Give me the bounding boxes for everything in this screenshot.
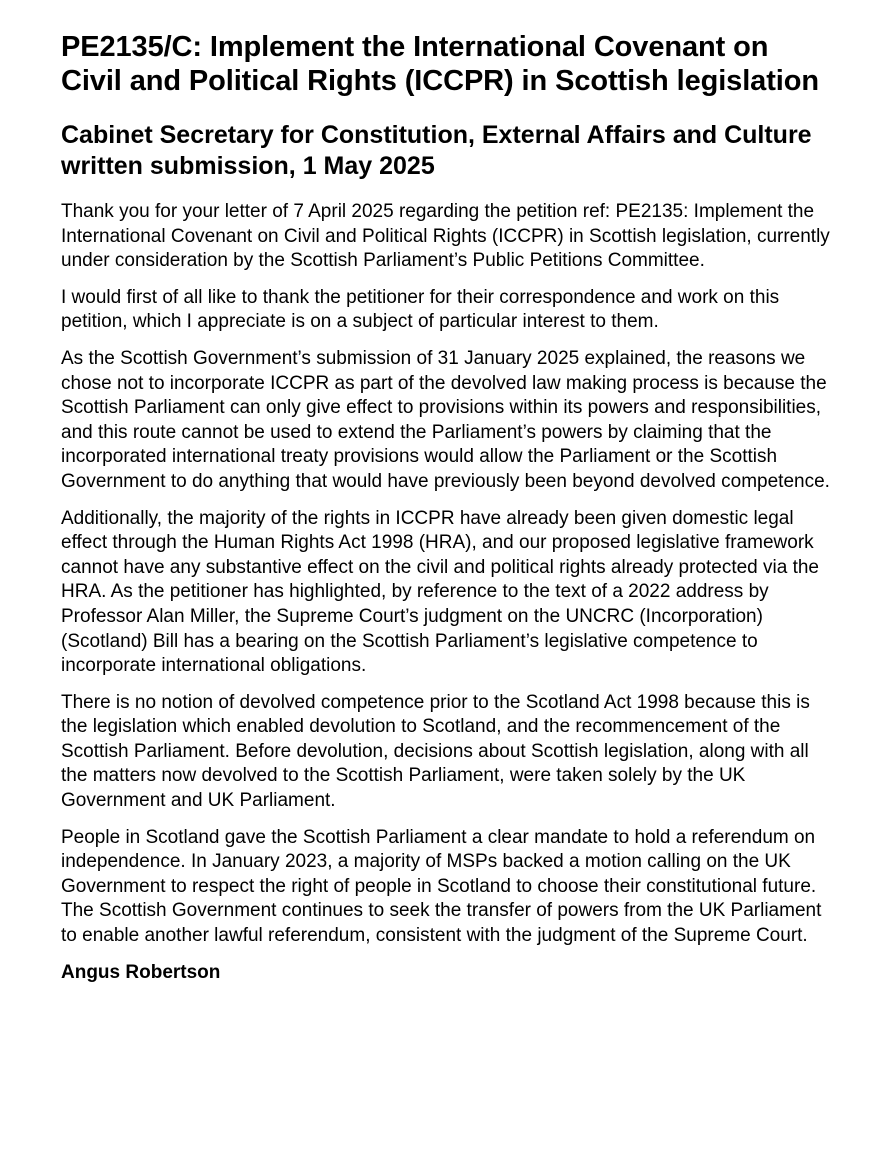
body-paragraph: Additionally, the majority of the rights in ICCPR have already been given domestic legal effect through the Human Rights Act 1998 (HRA), and our proposed legislative framework cannot have any substantive effect on the civil and political rights already protected via the HRA. As the petitioner has highlighted, by reference to the text of a 2022 address by Professor Alan Miller, the Supreme Court’s judgment on the UNCRC (Incorporation) (Scotland) Bill has a bearing on the Scottish Parliament’s legislative competence to incorporate international obligations. (61, 507, 819, 677)
body-paragraph: There is no notion of devolved competence prior to the Scotland Act 1998 because this is the legislation which enabled devolution to Scotland, and the recommencement of the Scottish Parliament. Before devolution, decisions about Scottish legislation, along with all the matters now devolved to the Scottish Parliament, were taken solely by the UK Government and UK Parliament. (61, 691, 810, 812)
document-body (61, 200, 831, 949)
signature: Angus Robertson (61, 961, 221, 983)
document-title: PE2135/C: Implement the International Covenant on Civil and Political Rights (ICCPR) in Scottish legislation (61, 31, 819, 97)
body-paragraph: Thank you for your letter of 7 April 2025 regarding the petition ref: PE2135: Implement the International Covenant on Civil and Political Rights (ICCPR) in Scottish legislation, currently under consideration by the Scottish Parliament’s Public Petitions Committee. (61, 201, 830, 272)
body-paragraph: As the Scottish Government’s submission of 31 January 2025 explained, the reasons we chose not to incorporate ICCPR as part of the devolved law making process is because the Scottish Parliament can only give effect to provisions within its powers and responsibilities, and this route cannot be used to extend the Parliament’s powers by claiming that the incorporated international treaty provisions would allow the Parliament or the Scottish Government to do anything that would have previously been beyond devolved competence. (61, 347, 830, 492)
document-page (61, 30, 831, 985)
body-paragraph: People in Scotland gave the Scottish Parliament a clear mandate to hold a referendum on independence. In January 2023, a majority of MSPs backed a motion calling on the UK Government to respect the right of people in Scotland to choose their constitutional future. The Scottish Government continues to seek the transfer of powers from the UK Parliament to enable another lawful referendum, consistent with the judgment of the Supreme Court. (61, 826, 822, 947)
document-subtitle: Cabinet Secretary for Constitution, External Affairs and Culture written submission, 1 May 2025 (61, 121, 812, 180)
body-paragraph: I would first of all like to thank the petitioner for their correspondence and work on this petition, which I appreciate is on a subject of particular interest to them. (61, 286, 780, 333)
